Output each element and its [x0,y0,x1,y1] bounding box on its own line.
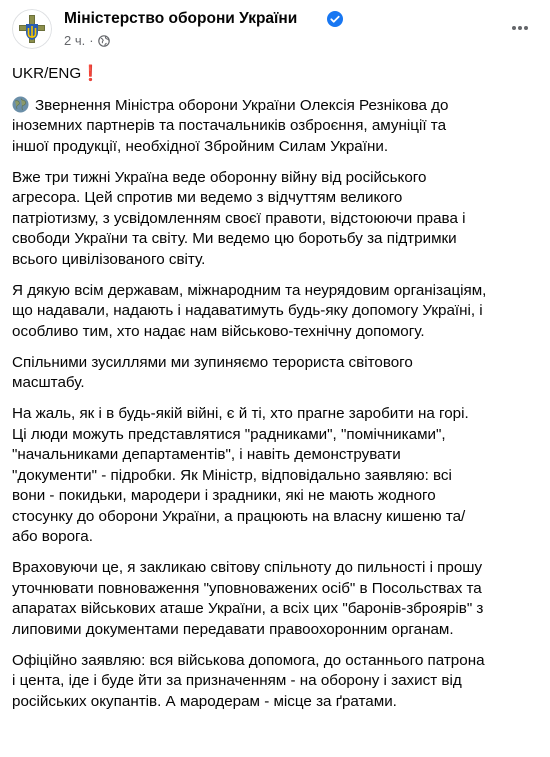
paragraph-line: іншої продукції, необхідної Збройним Силам України. [12,137,389,155]
post-paragraph [12,558,540,640]
more-horizontal-icon [510,18,530,38]
more-options-button[interactable] [502,10,538,46]
exclamation-mark: ❗ [81,65,101,82]
post-paragraph [12,404,540,548]
post-paragraph [12,651,540,713]
paragraph-line: Ці люди можуть представлятися "радниками", "помічниками", [12,425,446,443]
language-tag-line [12,64,540,85]
paragraph-line: апаратах військових аташе України, а всіх цих "баронів-зброярів" з [12,600,484,617]
paragraph-line: вони - покидьки, мародери і зрадники, які не мають жодного [12,487,436,504]
paragraph-line: уточнювати повноваження "уповноважених осіб" в Посольствах та [12,579,482,597]
post-timestamp[interactable]: 2 ч. [64,33,86,48]
paragraph-line: патріотизму, з усвідомленням своєї правоти, відстоюючи права і [12,209,466,227]
paragraph-line: всього цивілізованого світу. [12,250,206,268]
paragraph-line: липовими документами передавати правоохоронним органам. [12,620,454,638]
paragraph-line: особливо тим, хто надає нам військово-технічну допомогу. [12,322,425,340]
language-tag: UKR/ENG [12,65,82,82]
page-avatar[interactable] [12,9,52,49]
paragraph-line: що надавали, надають і надаватимуть будь-яку допомогу Україні, і [12,302,483,319]
paragraph-line: Враховуючи це, я закликаю світову спільноту до пильності і прошу [12,559,483,576]
post-paragraph [12,353,540,394]
paragraph-line: Спільними зусиллями ми зупиняємо терориста світового [12,353,413,371]
paragraph-line: Офіційно заявляю: вся військова допомога, до останнього патрона [12,651,485,669]
paragraph-line: Я дякую всім державам, міжнародним та неурядовим організаціям, [12,281,487,299]
paragraph-line: стосунку до оборони України, а працюють на власну кишеню та/ [12,507,466,525]
paragraph-line: іноземних партнерів та постачальників озброєння, амуніції та [12,117,447,134]
page-name[interactable]: Міністерство оборони України [64,10,298,27]
post-meta [64,33,110,49]
meta-separator: · [89,33,94,48]
paragraph-line: або ворога. [12,528,93,545]
paragraph-line: агресора. Цей спротив ми ведемо з відчуттям великого [12,189,403,206]
post-paragraph [12,96,540,158]
post-body [12,64,540,723]
paragraph-line: "начальниками департаментів", і навіть демонструвати [12,446,401,463]
post-paragraphs [12,96,540,713]
paragraph-line: російських окупантів. А мародерам - місце за ґратами. [12,692,397,710]
paragraph-line: і цента, іде і буде йти за призначенням - на оборону і захист від [12,672,462,689]
post-paragraph [12,281,540,343]
post-paragraph [12,168,540,271]
paragraph-line-text: Звернення Міністра оборони України Олексія Резнікова до [35,96,449,114]
earth-globe-emoji-icon [12,96,29,113]
paragraph-line: Вже три тижні Україна веде оборонну війну від російського [12,168,427,186]
paragraph-line: свободи України та світу. Ми ведемо цю боротьбу за підтримки [12,230,457,247]
verified-badge-icon [327,11,343,27]
paragraph-line: масштабу. [12,374,85,391]
post-header [12,8,538,52]
ministry-emblem-icon [12,9,52,49]
paragraph-line: "документи" - підробки. Як Міністр, відповідально заявляю: всі [12,466,452,484]
globe-icon[interactable] [98,35,110,47]
paragraph-line: На жаль, як і в будь-якій війні, є й ті, хто прагне заробити на горі. [12,405,469,422]
paragraph-line [12,96,540,117]
